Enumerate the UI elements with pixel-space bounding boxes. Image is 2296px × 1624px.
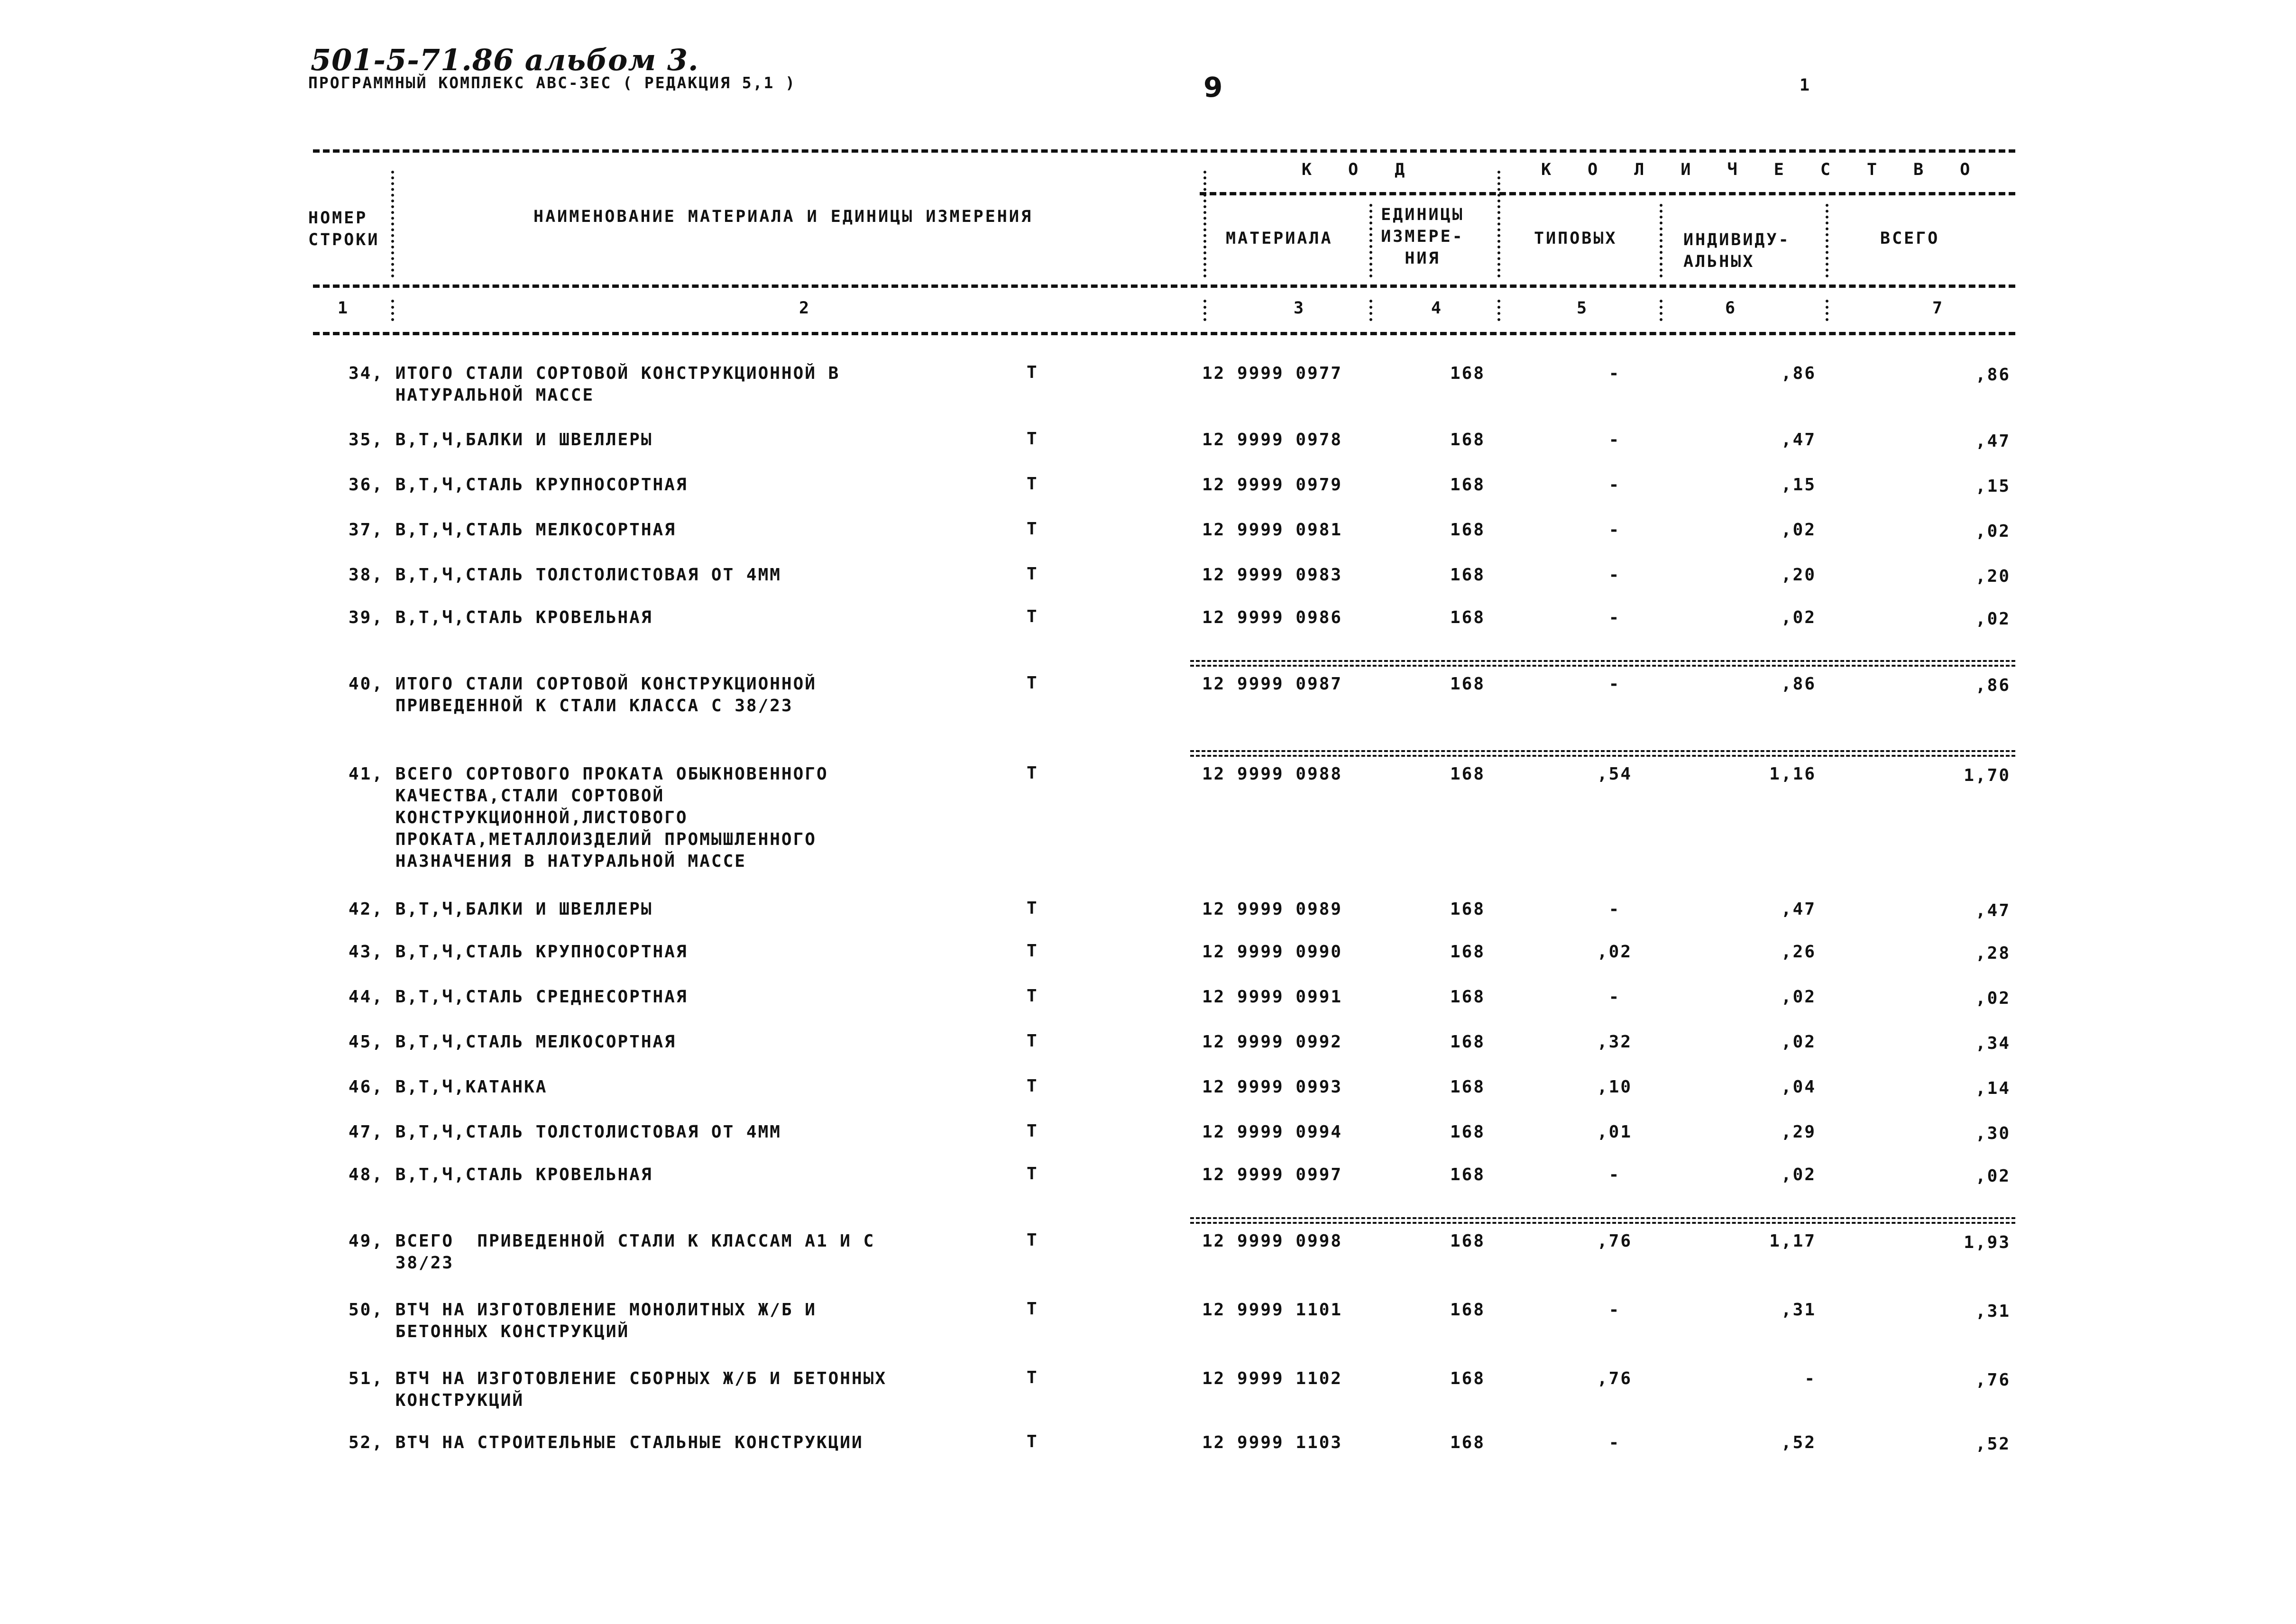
row-qty-total: 1,70 [1964, 766, 2011, 785]
double-separator [1190, 1217, 2015, 1224]
row-unit: Т [1027, 1076, 1038, 1096]
row-qty-individual: ,02 [1781, 608, 1816, 627]
row-unit-code: 168 [1450, 364, 1486, 383]
row-unit: Т [1027, 941, 1038, 961]
row-name: 51, ВТЧ НА ИЗГОТОВЛЕНИЕ СБОРНЫХ Ж/Б И БЕТОННЫХ КОНСТРУКЦИЙ [349, 1369, 887, 1410]
header-row-number: НОМЕР СТРОКИ [308, 209, 380, 249]
col-number-4: 4 [1431, 299, 1443, 318]
row-qty-typical: - [1608, 520, 1621, 540]
row-qty-individual: ,20 [1781, 565, 1816, 585]
row-unit: Т [1027, 1230, 1038, 1250]
col-sep-6 [1826, 204, 1828, 277]
row-qty-total: ,47 [1975, 901, 2011, 920]
col-number-3: 3 [1294, 299, 1306, 318]
row-name: 36, В,Т,Ч,СТАЛЬ КРУПНОСОРТНАЯ [349, 475, 688, 495]
col-number-7: 7 [1932, 299, 1945, 318]
header-top-rule [313, 149, 2015, 153]
row-unit-code: 168 [1450, 1165, 1486, 1184]
row-qty-typical: ,76 [1597, 1369, 1633, 1388]
row-qty-individual: ,26 [1781, 942, 1816, 962]
double-separator [1190, 660, 2015, 667]
row-qty-typical: - [1608, 608, 1621, 627]
row-unit: Т [1027, 986, 1038, 1006]
row-unit-code: 168 [1450, 430, 1486, 450]
row-qty-individual: ,02 [1781, 987, 1816, 1007]
row-name: 38, В,Т,Ч,СТАЛЬ ТОЛСТОЛИСТОВАЯ ОТ 4ММ [349, 565, 781, 585]
row-name: 43, В,Т,Ч,СТАЛЬ КРУПНОСОРТНАЯ [349, 942, 688, 962]
row-material-code: 12 9999 1102 [1202, 1369, 1343, 1388]
row-material-code: 12 9999 1103 [1202, 1433, 1343, 1452]
header-quantity: К О Л И Ч Е С Т В О [1541, 160, 1984, 179]
row-qty-typical: ,02 [1597, 942, 1633, 962]
row-name: 50, ВТЧ НА ИЗГОТОВЛЕНИЕ МОНОЛИТНЫХ Ж/Б И БЕТОННЫХ КОНСТРУКЦИЙ [349, 1300, 817, 1341]
row-unit: Т [1027, 363, 1038, 382]
col-num-sep-6 [1826, 300, 1828, 321]
row-unit-code: 168 [1450, 674, 1486, 694]
row-qty-individual: ,02 [1781, 520, 1816, 540]
row-unit: Т [1027, 564, 1038, 584]
row-qty-individual: ,31 [1781, 1300, 1816, 1320]
row-qty-total: ,86 [1975, 676, 2011, 695]
row-qty-individual: ,86 [1781, 364, 1816, 383]
row-unit: Т [1027, 899, 1038, 918]
row-unit-code: 168 [1450, 520, 1486, 540]
row-qty-total: ,02 [1975, 609, 2011, 629]
row-material-code: 12 9999 0994 [1202, 1122, 1343, 1142]
row-qty-individual: ,02 [1781, 1032, 1816, 1052]
row-unit-code: 168 [1450, 1231, 1486, 1251]
header-qty-total: ВСЕГО [1880, 229, 1940, 248]
col-num-sep-2 [1203, 300, 1206, 321]
row-name: 42, В,Т,Ч,БАЛКИ И ШВЕЛЛЕРЫ [349, 899, 653, 919]
row-qty-total: ,30 [1975, 1124, 2011, 1143]
header-name: НАИМЕНОВАНИЕ МАТЕРИАЛА И ЕДИНИЦЫ ИЗМЕРЕНИЯ [533, 207, 1033, 226]
row-material-code: 12 9999 0981 [1202, 520, 1343, 540]
row-unit-code: 168 [1450, 1300, 1486, 1320]
row-unit-code: 168 [1450, 899, 1486, 919]
row-material-code: 12 9999 0998 [1202, 1231, 1343, 1251]
row-unit-code: 168 [1450, 1122, 1486, 1142]
row-qty-total: ,02 [1975, 989, 2011, 1008]
col-sep-1 [391, 171, 394, 277]
row-unit: Т [1027, 673, 1038, 693]
header-sub-rule [1200, 192, 2015, 195]
col-number-6: 6 [1725, 299, 1737, 318]
row-material-code: 12 9999 0991 [1202, 987, 1343, 1007]
row-material-code: 12 9999 0988 [1202, 764, 1343, 784]
col-num-sep-3 [1369, 300, 1372, 321]
row-unit: Т [1027, 1368, 1038, 1387]
row-qty-individual: ,47 [1781, 899, 1816, 919]
col-num-sep-4 [1497, 300, 1500, 321]
col-sep-3 [1369, 204, 1372, 277]
double-separator [1190, 750, 2015, 757]
row-qty-individual: 1,16 [1769, 764, 1816, 784]
row-material-code: 12 9999 0989 [1202, 899, 1343, 919]
row-material-code: 12 9999 0979 [1202, 475, 1343, 495]
row-unit: Т [1027, 474, 1038, 494]
row-material-code: 12 9999 0993 [1202, 1077, 1343, 1097]
row-qty-typical: - [1608, 987, 1621, 1007]
row-unit-code: 168 [1450, 987, 1486, 1007]
row-unit-code: 168 [1450, 942, 1486, 962]
row-unit-code: 168 [1450, 608, 1486, 627]
row-material-code: 12 9999 0992 [1202, 1032, 1343, 1052]
row-qty-total: ,02 [1975, 522, 2011, 541]
col-num-sep-1 [391, 300, 394, 321]
row-qty-total: ,52 [1975, 1434, 2011, 1454]
col-number-5: 5 [1577, 299, 1589, 318]
row-qty-typical: ,01 [1597, 1122, 1633, 1142]
row-name: 48, В,Т,Ч,СТАЛЬ КРОВЕЛЬНАЯ [349, 1165, 653, 1184]
row-qty-total: ,76 [1975, 1370, 2011, 1390]
col-sep-4 [1497, 171, 1500, 277]
row-material-code: 12 9999 0983 [1202, 565, 1343, 585]
row-unit: Т [1027, 429, 1038, 449]
row-unit: Т [1027, 1121, 1038, 1141]
row-qty-typical: - [1608, 430, 1621, 450]
row-unit-code: 168 [1450, 1077, 1486, 1097]
row-unit: Т [1027, 1299, 1038, 1319]
row-qty-typical: ,10 [1597, 1077, 1633, 1097]
row-material-code: 12 9999 0987 [1202, 674, 1343, 694]
header-code-unit: ЕДИНИЦЫ ИЗМЕРЕ- НИЯ [1381, 205, 1464, 268]
row-unit: Т [1027, 1031, 1038, 1051]
handwritten-album-label: 501-5-71.86 альбом 3. [311, 43, 699, 77]
row-material-code: 12 9999 0978 [1202, 430, 1343, 450]
row-material-code: 12 9999 0986 [1202, 608, 1343, 627]
header-bottom-rule [313, 332, 2015, 335]
header-code: К О Д [1302, 160, 1418, 179]
row-material-code: 12 9999 0977 [1202, 364, 1343, 383]
row-unit: Т [1027, 1164, 1038, 1184]
row-qty-individual: ,86 [1781, 674, 1816, 694]
row-material-code: 12 9999 0990 [1202, 942, 1343, 962]
row-qty-total: ,15 [1975, 477, 2011, 496]
header-mid-rule [313, 284, 2015, 288]
row-qty-individual: ,47 [1781, 430, 1816, 450]
row-name: 35, В,Т,Ч,БАЛКИ И ШВЕЛЛЕРЫ [349, 430, 653, 450]
col-num-sep-5 [1660, 300, 1662, 321]
row-name: 39, В,Т,Ч,СТАЛЬ КРОВЕЛЬНАЯ [349, 608, 653, 627]
row-unit: Т [1027, 607, 1038, 626]
col-sep-2 [1203, 171, 1206, 277]
row-qty-typical: - [1608, 364, 1621, 383]
row-name: 52, ВТЧ НА СТРОИТЕЛЬНЫЕ СТАЛЬНЫЕ КОНСТРУКЦИИ [349, 1433, 863, 1452]
row-name: 49, ВСЕГО ПРИВЕДЕННОЙ СТАЛИ К КЛАССАМ А1 И С 38/23 [349, 1231, 875, 1273]
col-sep-5 [1660, 204, 1662, 277]
row-qty-total: ,28 [1975, 944, 2011, 963]
row-qty-typical: - [1608, 899, 1621, 919]
row-unit: Т [1027, 1432, 1038, 1451]
row-qty-individual: 1,17 [1769, 1231, 1816, 1251]
row-qty-typical: ,76 [1597, 1231, 1633, 1251]
row-qty-individual: ,04 [1781, 1077, 1816, 1097]
page-number-right: 1 [1800, 76, 1811, 95]
row-material-code: 12 9999 1101 [1202, 1300, 1343, 1320]
header-qty-typical: ТИПОВЫХ [1534, 229, 1617, 248]
row-material-code: 12 9999 0997 [1202, 1165, 1343, 1184]
header-qty-individual: ИНДИВИДУ- АЛЬНЫХ [1683, 230, 1791, 271]
col-number-2: 2 [799, 299, 811, 318]
row-qty-total: ,34 [1975, 1034, 2011, 1053]
row-qty-total: ,20 [1975, 567, 2011, 586]
row-unit-code: 168 [1450, 1369, 1486, 1388]
program-title: ПРОГРАММНЫЙ КОМПЛЕКС АВС-3ЕС ( РЕДАКЦИЯ 5,1 ) [308, 73, 797, 92]
row-unit: Т [1027, 763, 1038, 783]
row-name: 44, В,Т,Ч,СТАЛЬ СРЕДНЕСОРТНАЯ [349, 987, 688, 1007]
row-qty-individual: ,29 [1781, 1122, 1816, 1142]
row-qty-individual: ,52 [1781, 1433, 1816, 1452]
row-qty-total: ,31 [1975, 1302, 2011, 1321]
row-qty-typical: - [1608, 1300, 1621, 1320]
row-qty-total: ,47 [1975, 431, 2011, 451]
row-unit-code: 168 [1450, 1032, 1486, 1052]
row-qty-typical: - [1608, 1165, 1621, 1184]
row-unit: Т [1027, 519, 1038, 539]
row-unit-code: 168 [1450, 565, 1486, 585]
row-qty-total: ,86 [1975, 365, 2011, 385]
row-unit-code: 168 [1450, 764, 1486, 784]
row-name: 41, ВСЕГО СОРТОВОГО ПРОКАТА ОБЫКНОВЕННОГО КАЧЕСТВА,СТАЛИ СОРТОВОЙ КОНСТРУКЦИОННОЙ,ЛИСТОВОГО ПРОКАТА,МЕТАЛЛОИЗДЕЛИЙ ПРОМЫШЛЕННОГО НАЗНАЧЕНИЯ В НАТУРАЛЬНОЙ МАССЕ [349, 764, 828, 871]
page-number-center: 9 [1203, 71, 1223, 103]
row-qty-total: ,14 [1975, 1079, 2011, 1098]
row-qty-total: ,02 [1975, 1166, 2011, 1186]
col-number-1: 1 [338, 299, 350, 318]
row-qty-typical: - [1608, 475, 1621, 495]
row-name: 37, В,Т,Ч,СТАЛЬ МЕЛКОСОРТНАЯ [349, 520, 676, 540]
row-name: 45, В,Т,Ч,СТАЛЬ МЕЛКОСОРТНАЯ [349, 1032, 676, 1052]
row-name: 47, В,Т,Ч,СТАЛЬ ТОЛСТОЛИСТОВАЯ ОТ 4ММ [349, 1122, 781, 1142]
row-qty-typical: - [1608, 674, 1621, 694]
row-name: 46, В,Т,Ч,КАТАНКА [349, 1077, 548, 1097]
row-qty-typical: - [1608, 1433, 1621, 1452]
row-qty-typical: ,32 [1597, 1032, 1633, 1052]
row-qty-individual: ,15 [1781, 475, 1816, 495]
row-qty-total: 1,93 [1964, 1233, 2011, 1252]
row-name: 40, ИТОГО СТАЛИ СОРТОВОЙ КОНСТРУКЦИОННОЙ ПРИВЕДЕННОЙ К СТАЛИ КЛАССА С 38/23 [349, 674, 817, 716]
row-qty-typical: - [1608, 565, 1621, 585]
row-qty-individual: ,02 [1781, 1165, 1816, 1184]
row-unit-code: 168 [1450, 475, 1486, 495]
row-qty-individual: - [1804, 1369, 1816, 1388]
row-unit-code: 168 [1450, 1433, 1486, 1452]
row-qty-typical: ,54 [1597, 764, 1633, 784]
row-name: 34, ИТОГО СТАЛИ СОРТОВОЙ КОНСТРУКЦИОННОЙ В НАТУРАЛЬНОЙ МАССЕ [349, 364, 840, 405]
header-code-material: МАТЕРИАЛА [1226, 229, 1333, 248]
